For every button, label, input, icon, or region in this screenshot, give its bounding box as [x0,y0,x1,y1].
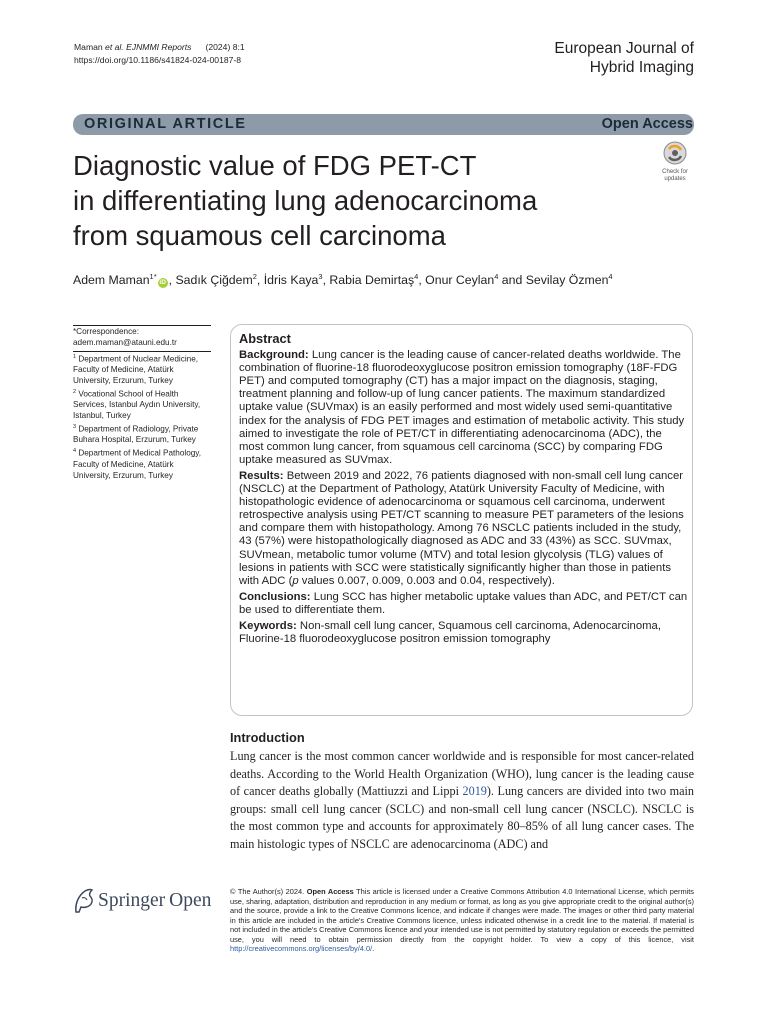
author-affil-ref: 1* [149,272,157,281]
author-name[interactable]: , İdris Kaya [256,273,319,288]
license-statement [230,887,694,954]
affiliations-sidebar [73,325,211,481]
copyright-text: © The Author(s) 2024. [230,887,305,896]
introduction-section [230,730,694,854]
springer-name: Springer [98,890,166,911]
check-for-updates-badge[interactable] [655,141,695,181]
abstract-box [230,324,693,716]
journal-name-line2: Hybrid Imaging [589,59,694,76]
introduction-paragraph [230,748,694,854]
results-label: Results: [239,469,284,482]
conclusions-label: Conclusions: [239,590,311,603]
author-list [73,272,613,288]
affiliation-text: Department of Nuclear Medicine, Faculty of Medicine, Atatürk University, Erzurum, Turkey [73,354,199,385]
affiliation-text: Department of Radiology, Private Buhara Hospital, Erzurum, Turkey [73,424,199,445]
check-updates-line2: updates [664,176,686,182]
license-oa-label: Open Access [306,887,354,896]
author-name[interactable]: and Sevilay Özmen [498,273,609,288]
title-line: from squamous cell carcinoma [73,220,446,251]
background-text: Lung cancer is the leading cause of cancer-related deaths worldwide. The combination of fluorine-18 fluorodeoxyglucose positron emission tomography (18F-FDG PET) and computed tomography (CT) has a major impact on the diagnosis, staging, treatment planning and follow-up of lung cancer patients. The maximum standardized uptake value (SUVmax) is an easily performed and most widely used semi-quantitative index for the analysis of FDG PET images and estimation of metabolic activity. This study aimed to investigate the role of PET/CT in differentiating adenocarcinoma (ADC), the most common lung cancer, from squamous cell carcinoma (SCC) by comparing FDG uptake measured as SUVmax. [239,349,685,466]
license-url-link[interactable]: http://creativecommons.org/licenses/by/4.0/ [230,944,373,953]
abstract-conclusions [239,591,689,617]
journal-name-line1: European Journal of [554,40,694,57]
correspondence-label: *Correspondence: [73,327,139,336]
open-access-label: Open Access [601,116,693,132]
affiliation-text: Vocational School of Health Services, Istanbul Aydın University, Istanbul, Turkey [73,389,201,421]
title-line: in differentiating lung adenocarcinoma [73,185,538,216]
title-line: Diagnostic value of FDG PET-CT [73,150,477,181]
affiliation-number: 4 [73,448,77,455]
abstract-heading: Abstract [239,331,291,346]
header-author: Maman [74,42,103,52]
author-affil-ref: 3 [318,272,323,281]
intro-text-cont: ). Lung cancers are divided into two main groups: small cell lung cancer (SCLC) and non-small cell lung cancer (NSCLC). NSCLC is the most common type and accounts for approximately 80–85% of all lung cancer cases. The main histologic types of NSCLC are adenocarcinoma (ADC) and [230,784,694,851]
results-text-end: values 0.007, 0.009, 0.003 and 0.04, respectively). [298,574,555,587]
intro-text: Lung cancer is the most common cancer worldwide and is responsible for most cancer-related deaths. According to the World Health Organization (WHO), lung cancer is the leading cause of cancer deaths globally (Mattiuzzi and Lippi [230,749,694,799]
abstract-keywords [239,620,689,646]
abstract-results [239,470,689,588]
affiliation-number: 2 [73,388,77,395]
springer-horse-icon [72,886,96,916]
affiliation [73,446,211,481]
keywords-label: Keywords: [239,619,297,632]
springer-open: Open [169,890,212,911]
check-updates-text [655,169,695,183]
license-suffix: . [372,944,375,953]
springer-open-wordmark [98,890,211,912]
author-name[interactable]: , Sadık Çiğdem [168,273,253,288]
abstract-background [239,349,689,467]
abstract-content [239,332,689,649]
orcid-icon[interactable]: iD [159,279,166,287]
affiliation-text: Department of Medical Pathology, Faculty of Medicine, Atatürk University, Erzurum, Turkey [73,448,202,480]
author-name[interactable]: Adem Maman [73,273,150,288]
article-type-label: ORIGINAL ARTICLE [84,116,247,132]
background-label: Background: [239,349,309,362]
results-text: Between 2019 and 2022, 76 patients diagnosed with non-small cell lung cancer (NSCLC) at the Department of Pathology, Atatürk University Faculty of Medicine, with histopathologic evidence of adenocarcinoma or squamous cell carcinoma, underwent retrospective analysis using PET/CT scanning to measure PET parameters of the lesions and compare them with histopathology. Among 76 NSCLC patients included in the study, 43 (57%) were histopathologically diagnosed as ADC and 33 (43%) as SCC. SUVmax, SUVmean, metabolic tumor volume (MTV) and total lesion glycolysis (TLG) values of lesions in patients with SCC were statistically significantly higher than those in patients with ADC ( [239,469,684,587]
author-name[interactable]: , Rabia Demirtaş [322,273,415,288]
header-year-volume: (2024) 8:1 [205,42,245,52]
author-name[interactable]: , Onur Ceylan [418,273,495,288]
affiliation-number: 1 [73,353,77,360]
check-updates-line1: Check for [662,169,688,175]
affiliation-number: 3 [73,423,77,430]
journal-name [554,39,694,77]
citation-link[interactable]: 2019 [462,784,487,799]
affiliation [73,422,211,446]
affiliation [73,352,211,387]
correspondence-email[interactable]: adem.maman@atauni.edu.tr [73,337,177,347]
conclusions-text: Lung SCC has higher metabolic uptake values than ADC, and PET/CT can be used to differentiate them. [239,590,688,616]
article-title [73,148,633,253]
license-text: This article is licensed under a Creative Commons Attribution 4.0 International License, which permits use, sharing, adaptation, distribution and reproduction in any medium or format, as long as you give appropriate credit to the original author(s) and the source, provide a link to the Creative Commons licence, and indicate if changes were made. The images or other third party material in this article are included in the article's Creative Commons licence, unless indicated otherwise in a credit line to the material. If material is not included in the article's Creative Commons licence and your intended use is not permitted by statutory regulation or exceeds the permitted use, you will need to obtain permission directly from the copyright holder. To view a copy of this licence, visit [230,887,695,944]
author-affil-ref: 4 [608,272,613,281]
author-affil-ref: 2 [252,272,257,281]
p-symbol: p [292,574,299,587]
correspondence [73,326,211,351]
keywords-text: Non-small cell lung cancer, Squamous cell carcinoma, Adenocarcinoma, Fluorine-18 fluorodeoxyglucose positron emission tomography [239,619,661,646]
check-updates-icon [655,141,695,165]
introduction-heading: Introduction [230,730,305,745]
running-header [74,41,245,67]
springer-open-logo [72,886,217,920]
author-affil-ref: 4 [494,272,499,281]
header-doi[interactable]: https://doi.org/10.1186/s41824-024-00187-8 [74,55,242,65]
affiliation [73,387,211,422]
author-affil-ref: 4 [414,272,419,281]
header-journal: et al. EJNMMI Reports [105,42,192,52]
